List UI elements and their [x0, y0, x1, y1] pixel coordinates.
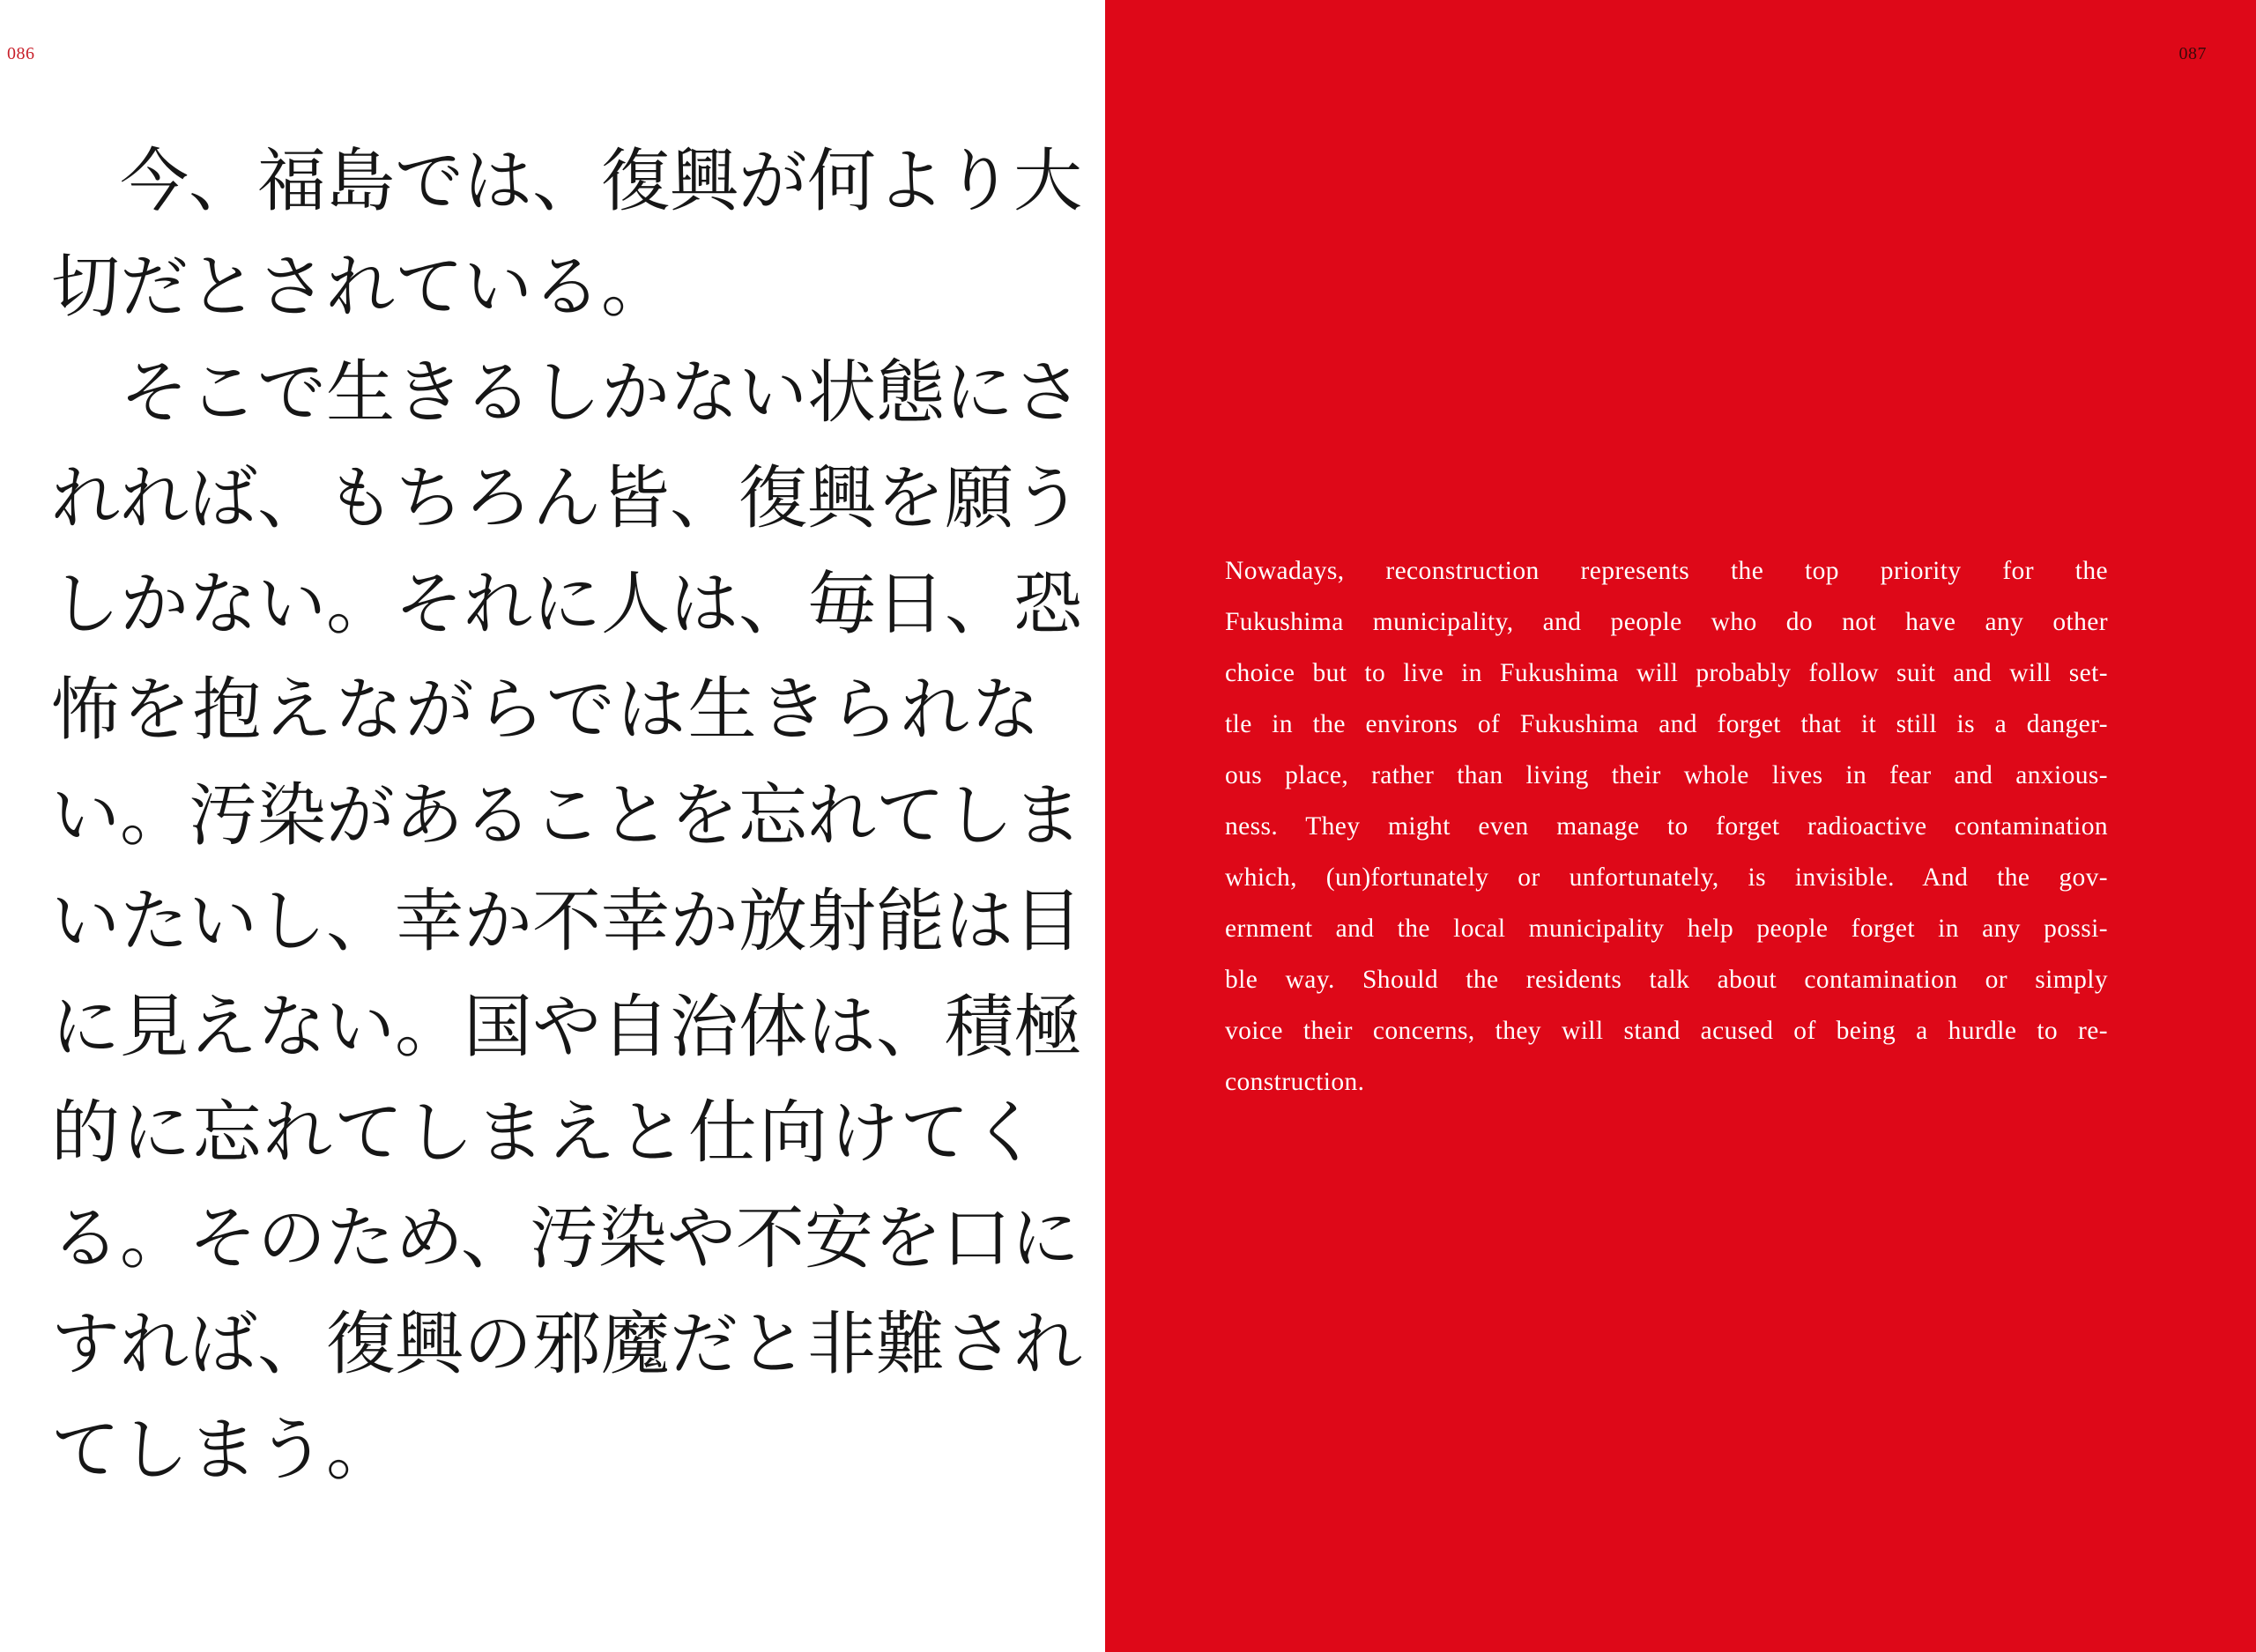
japanese-line: しかない。それに人は、毎日、恐: [51, 565, 1083, 644]
english-line: ernment and the local municipality help people forget in any possi-: [1225, 915, 2108, 943]
english-line: tle in the environs of Fukushima and forget that it still is a danger-: [1225, 710, 2108, 738]
english-line: Nowadays, reconstruction represents the top priority for the: [1225, 557, 2108, 585]
english-line: Fukushima municipality, and people who do not have any other: [1225, 608, 2108, 636]
japanese-line: 怖を抱えながらでは生きられな: [51, 670, 1040, 750]
english-line: construction.: [1225, 1068, 1365, 1096]
english-line: voice their concerns, they will stand acused of being a hurdle to re-: [1225, 1017, 2108, 1045]
japanese-line: に見えない。国や自治体は、積極: [51, 988, 1083, 1067]
japanese-line: い。汚染があることを忘れてしま: [51, 776, 1083, 856]
japanese-line: 的に忘れてしまえと仕向けてく: [51, 1093, 1040, 1173]
right-page: [1105, 0, 2256, 1652]
japanese-line: る。そのため、汚染や不安を口に: [51, 1199, 1080, 1278]
english-line: which, (un)fortunately or unfortunately, is invisible. And the gov-: [1225, 863, 2108, 892]
page-number-left: 086: [7, 44, 35, 63]
left-page: [0, 0, 1105, 1652]
page-number-right: 087: [2178, 44, 2207, 63]
english-paragraph: [1225, 545, 2108, 1108]
english-line: choice but to live in Fukushima will probably follow suit and will set-: [1225, 659, 2108, 687]
japanese-line: れれば、もちろん皆、復興を願う: [51, 459, 1083, 538]
english-line: ous place, rather than living their whole lives in fear and anxious-: [1225, 761, 2108, 789]
english-line: ble way. Should the residents talk about contamination or simply: [1225, 966, 2108, 994]
japanese-line: いたいし、幸か不幸か放射能は目: [51, 882, 1083, 961]
japanese-paragraph: [51, 129, 1083, 1503]
japanese-line: 今、福島では、復興が何より大: [51, 142, 1083, 221]
japanese-line: そこで生きるしかない状態にさ: [51, 353, 1083, 433]
japanese-line: すれば、復興の邪魔だと非難され: [51, 1305, 1083, 1384]
english-line: ness. They might even manage to forget radioactive contamination: [1225, 812, 2108, 841]
japanese-line: 切だとされている。: [51, 248, 671, 327]
japanese-line: てしまう。: [51, 1411, 396, 1490]
